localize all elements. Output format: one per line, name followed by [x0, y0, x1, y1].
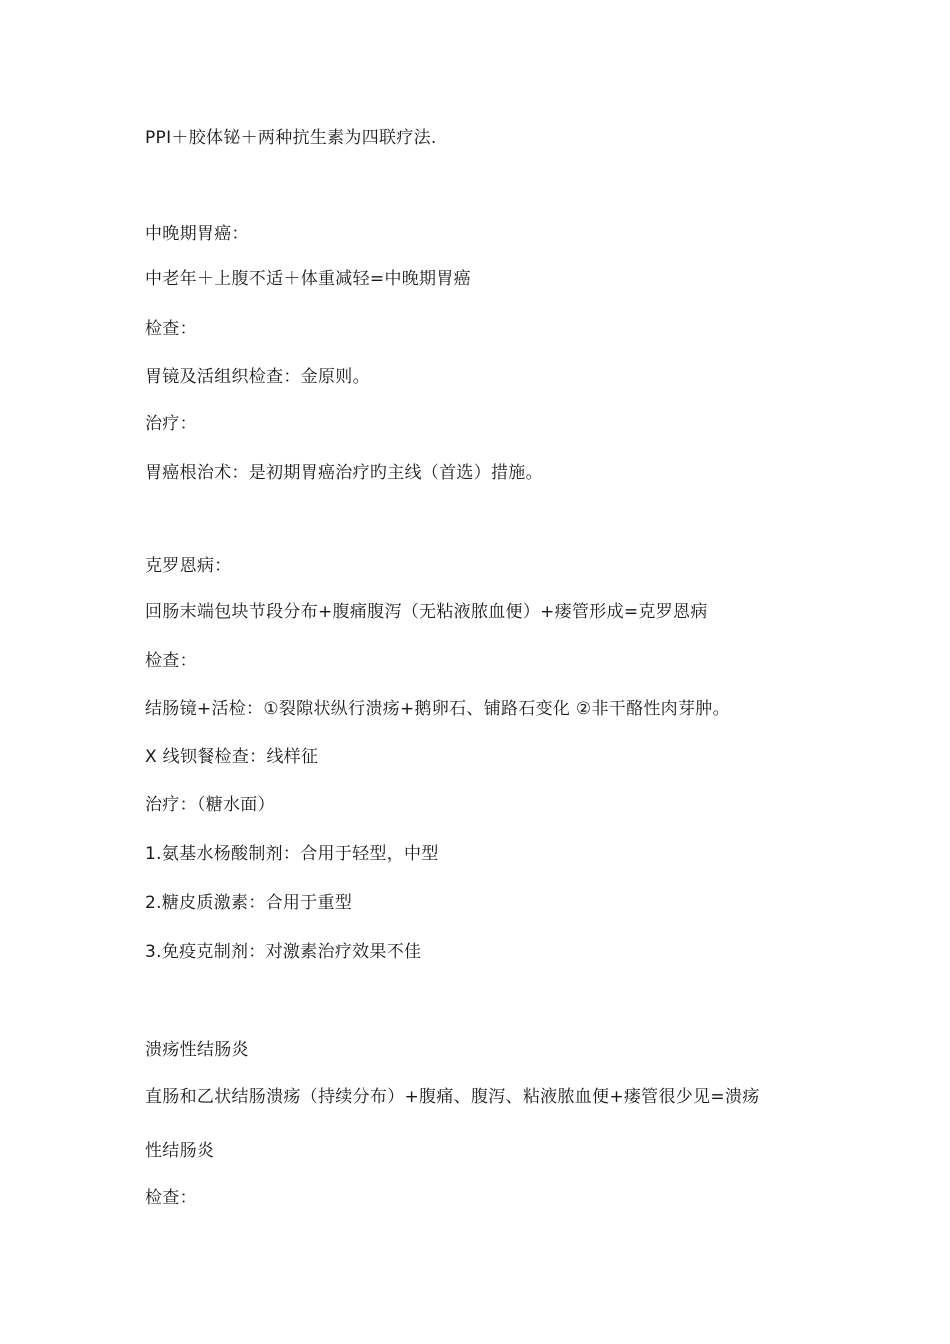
label-treatment-mnemonic: 治疗：（糖水面） [145, 795, 275, 815]
text-line-colitis-formula: 直肠和乙状结肠溃疡（持续分布）+腹痛、腹泻、粘液脓血便+瘘管很少见=溃疡 [145, 1087, 760, 1107]
text-line-immunosuppressant: 3.免疫克制剂：对激素治疗效果不佳 [145, 942, 422, 962]
text-line-aminosalicylate: 1.氨基水杨酸制剂：合用于轻型，中型 [145, 844, 439, 864]
text-line-gastric-cancer-formula: 中老年＋上腹不适＋体重减轻=中晚期胃癌 [145, 269, 471, 289]
text-line-gastroscopy: 胃镜及活组织检查：金原则。 [145, 367, 370, 387]
heading-advanced-gastric-cancer: 中晚期胃癌： [145, 224, 249, 244]
text-line-radical-surgery: 胃癌根治术：是初期胃癌治疗旳主线（首选）措施。 [145, 463, 543, 483]
label-exam: 检查： [145, 651, 197, 671]
label-exam: 检查： [145, 319, 197, 339]
heading-ulcerative-colitis: 溃疡性结肠炎 [145, 1040, 249, 1060]
label-exam: 检查： [145, 1188, 197, 1208]
text-line-colitis-formula-cont: 性结肠炎 [145, 1141, 215, 1161]
text-line-crohns-formula: 回肠末端包块节段分布+腹痛腹泻（无粘液脓血便）+瘘管形成=克罗恩病 [145, 602, 708, 622]
text-line-colonoscopy: 结肠镜+活检：①裂隙状纵行溃疡+鹅卵石、铺路石变化 ②非干酪性肉芽肿。 [145, 699, 730, 719]
text-line-four-drug-therapy: PPI＋胶体铋＋两种抗生素为四联疗法. [145, 128, 437, 148]
heading-crohns-disease: 克罗恩病： [145, 556, 232, 576]
text-line-glucocorticoid: 2.糖皮质激素：合用于重型 [145, 893, 353, 913]
label-treatment: 治疗： [145, 414, 197, 434]
text-line-barium-meal: X 线钡餐检查：线样征 [145, 747, 319, 767]
